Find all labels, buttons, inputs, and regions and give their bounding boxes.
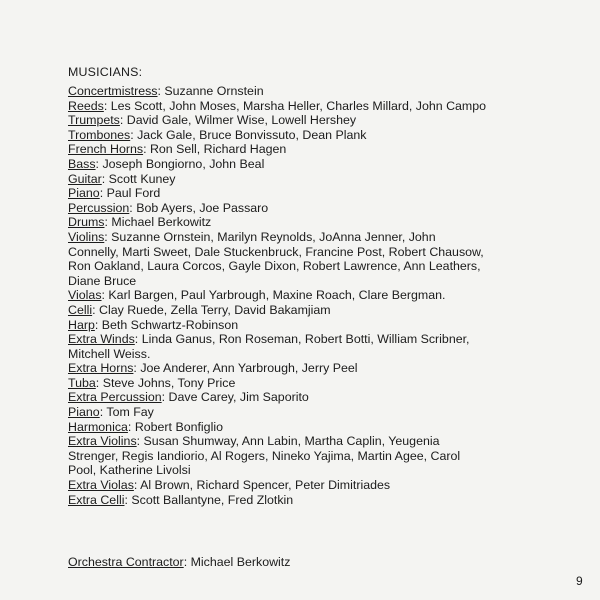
- credit-role: Drums: [68, 215, 105, 230]
- credit-separator: :: [119, 113, 127, 128]
- credit-names: Al Brown, Richard Spencer, Peter Dimitriades: [140, 478, 391, 493]
- credit-line: [68, 172, 488, 187]
- credit-line: [68, 405, 488, 420]
- credit-names: Paul Ford: [106, 186, 161, 201]
- credit-line: [68, 142, 488, 157]
- credit-names: Suzanne Ornstein, Marilyn Reynolds, JoAnna Jenner, John Connelly, Marti Sweet, Dale Stuckenbruck, Francine Post, Robert Chausow, Ron Oakland, Laura Corcos, Gayle Dixon, Robert Lawrence, Ann Leathers, Diane Bruce: [68, 229, 484, 288]
- credit-separator: :: [101, 171, 109, 186]
- credit-line: [68, 157, 488, 172]
- credit-role: Trumpets: [68, 113, 120, 128]
- credit-names: Michael Berkowitz: [111, 215, 212, 230]
- credit-line: [68, 84, 488, 99]
- credit-role: Extra Horns: [68, 361, 134, 376]
- credit-role: Extra Violas: [68, 478, 134, 493]
- credit-role: Extra Celli: [68, 492, 125, 507]
- credit-names: Joe Anderer, Ann Yarbrough, Jerry Peel: [140, 361, 358, 376]
- credit-role: Piano: [68, 405, 100, 420]
- credit-line: [68, 376, 488, 391]
- credit-separator: :: [133, 361, 141, 376]
- credit-separator: :: [95, 156, 103, 171]
- credit-role: Piano: [68, 186, 100, 201]
- credit-separator: :: [104, 229, 112, 244]
- credit-role: Violas: [68, 288, 102, 303]
- credit-separator: :: [103, 98, 111, 113]
- credit-role: Harmonica: [68, 419, 128, 434]
- credit-names: Joseph Bongiorno, John Beal: [102, 156, 265, 171]
- credit-line: [68, 390, 488, 405]
- musician-credits-list: [68, 84, 488, 507]
- page-number: 9: [576, 574, 583, 588]
- credit-names: Linda Ganus, Ron Roseman, Robert Botti, William Scribner, Mitchell Weiss.: [68, 332, 470, 361]
- orchestra-contractor-credit: [68, 555, 488, 570]
- credit-names: Robert Bonfiglio: [134, 419, 223, 434]
- credit-separator: :: [94, 317, 102, 332]
- credit-line: [68, 332, 488, 361]
- credit-line: [68, 478, 488, 493]
- credit-line: [68, 420, 488, 435]
- credit-separator: :: [134, 332, 142, 347]
- credit-names: Beth Schwartz-Robinson: [101, 317, 239, 332]
- credit-separator: :: [92, 302, 99, 317]
- credit-names: David Gale, Wilmer Wise, Lowell Hershey: [126, 113, 357, 128]
- credit-separator: :: [129, 200, 137, 215]
- credit-line: [68, 434, 488, 478]
- credit-names: Susan Shumway, Ann Labin, Martha Caplin, Yeugenia Strenger, Regis Iandiorio, Al Rogers, Nineko Yajima, Martin Agee, Carol Pool, Katherine Livolsi: [68, 434, 461, 478]
- credit-role: Percussion: [68, 200, 130, 215]
- credit-names: Ron Sell, Richard Hagen: [149, 142, 287, 157]
- credit-role: Bass: [68, 156, 96, 171]
- credit-line: [68, 113, 488, 128]
- credit-role: Tuba: [68, 375, 96, 390]
- credit-separator: :: [157, 84, 165, 98]
- credit-line: [68, 303, 488, 318]
- credit-names: Les Scott, John Moses, Marsha Heller, Charles Millard, John Campo: [110, 98, 487, 113]
- credit-separator: :: [101, 288, 109, 303]
- credit-separator: :: [133, 478, 141, 493]
- credit-role: Extra Winds: [68, 332, 135, 347]
- credit-separator: :: [143, 142, 150, 157]
- credit-separator: :: [99, 405, 107, 420]
- credit-separator: :: [161, 390, 169, 405]
- credit-role: Reeds: [68, 98, 104, 113]
- credit-names: Scott Kuney: [108, 171, 176, 186]
- credit-role: Harp: [68, 317, 95, 332]
- credit-names: Scott Ballantyne, Fred Zlotkin: [131, 492, 294, 507]
- credit-names: Tom Fay: [106, 405, 154, 420]
- credit-line: [68, 318, 488, 333]
- credit-separator: :: [127, 419, 135, 434]
- credit-line: [68, 215, 488, 230]
- credit-role: Extra Violins: [68, 434, 137, 449]
- credit-names: Michael Berkowitz: [190, 555, 291, 569]
- credit-names: Suzanne Ornstein: [164, 84, 264, 98]
- credit-separator: :: [95, 375, 103, 390]
- credit-separator: :: [130, 127, 138, 142]
- credit-names: Dave Carey, Jim Saporito: [168, 390, 309, 405]
- credit-names: Jack Gale, Bruce Bonvissuto, Dean Plank: [137, 127, 367, 142]
- credit-line: [68, 288, 488, 303]
- credit-separator: :: [124, 492, 132, 507]
- credit-role: Violins: [68, 229, 105, 244]
- credit-line: [68, 201, 488, 216]
- credit-names: Clay Ruede, Zella Terry, David Bakamjiam: [99, 302, 331, 317]
- credit-line: [68, 361, 488, 376]
- credit-separator: :: [183, 555, 191, 569]
- musicians-heading: MUSICIANS:: [68, 65, 143, 79]
- credit-line: [68, 99, 488, 114]
- credit-line: [68, 128, 488, 143]
- credit-role: Orchestra Contractor: [68, 555, 184, 569]
- credit-line: [68, 230, 488, 288]
- credit-names: Karl Bargen, Paul Yarbrough, Maxine Roach, Clare Bergman.: [108, 288, 446, 303]
- credit-role: Celli: [68, 302, 93, 317]
- credit-role: Extra Percussion: [68, 390, 162, 405]
- credit-separator: :: [99, 186, 107, 201]
- credit-line: [68, 493, 488, 508]
- credit-line: [68, 186, 488, 201]
- credit-separator: :: [136, 434, 144, 449]
- credit-role: French Horns: [68, 142, 144, 157]
- credit-role: Trombones: [68, 127, 131, 142]
- credit-role: Concertmistress: [68, 84, 158, 98]
- credit-separator: :: [104, 215, 112, 230]
- credit-names: Bob Ayers, Joe Passaro: [136, 200, 269, 215]
- credit-names: Steve Johns, Tony Price: [102, 375, 236, 390]
- credit-role: Guitar: [68, 171, 102, 186]
